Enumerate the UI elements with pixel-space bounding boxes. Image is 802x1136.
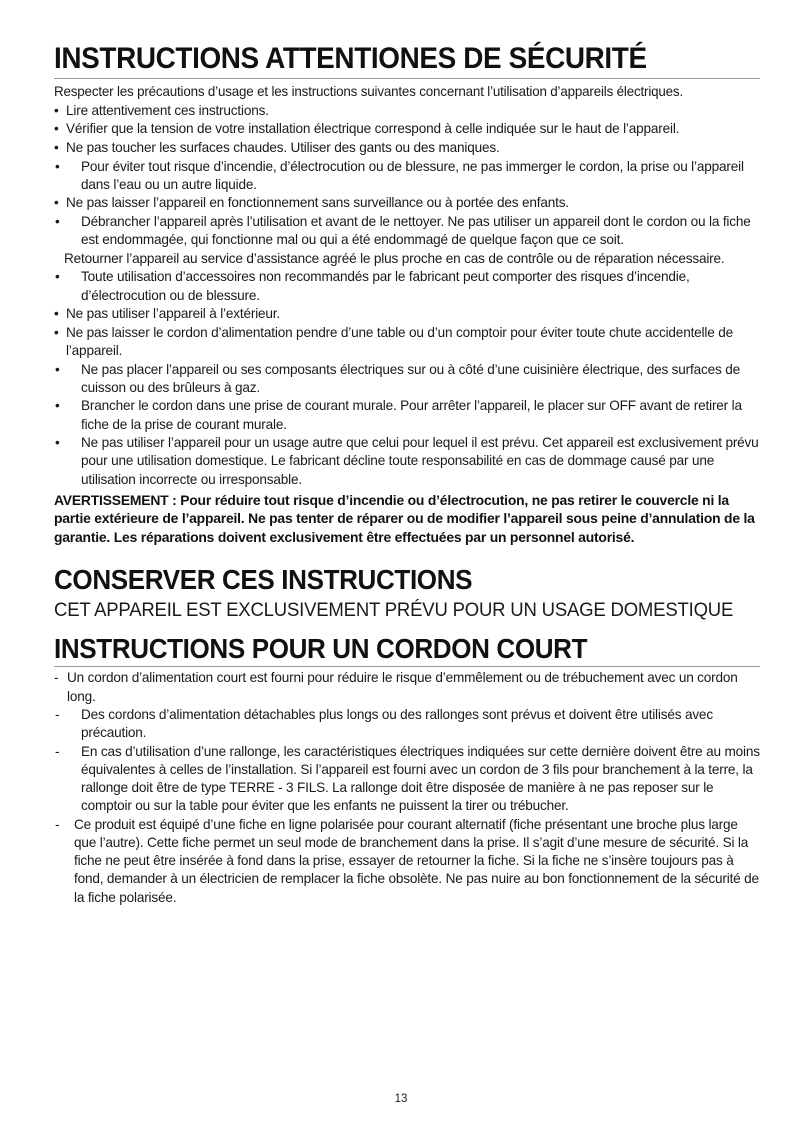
safety-list-item-text: Ne pas laisser le cordon d’alimentation pendre d’une table ou d’un comptoir pour éviter toute chute accidentelle de l’appareil. [66, 324, 733, 359]
safety-list-item-text: Toute utilisation d’accessoires non recommandés par le fabricant peut comporter des risques d’incendie, d’électrocution ou de blessure. [81, 269, 690, 303]
safety-bullet-list [54, 102, 760, 489]
heading-rule-cord [54, 666, 760, 667]
safety-list-item [54, 305, 760, 323]
safety-list-item [54, 139, 760, 157]
bullet-icon: • [54, 324, 59, 340]
safety-list-item-text: Débrancher l’appareil après l’utilisation et avant de le nettoyer. Ne pas utiliser un appareil dont le cordon ou la fiche est endommagée, qui fonctionne mal ou qui a été endommagé de quelque façon que ce soit. [81, 214, 751, 248]
safety-list-item-text: Brancher le cordon dans une prise de courant murale. Pour arrêter l’appareil, le placer sur OFF avant de retirer la fiche de la prise de courant murale. [81, 398, 742, 432]
safety-instructions-heading: INSTRUCTIONS ATTENTIONES DE SÉCURITÉ [54, 42, 647, 75]
conserve-instructions-heading: CONSERVER CES INSTRUCTIONS [54, 564, 473, 596]
bullet-icon: • [55, 269, 60, 285]
cord-list-item [54, 816, 760, 907]
safety-list-item [54, 268, 760, 304]
bullet-icon: • [54, 306, 59, 322]
cord-list-item-text: Ce produit est équipé d’une fiche en ligne polarisée pour courant alternatif (fiche présentant une broche plus large que l’autre). Cette fiche permet un seul mode de branchement dans la prise. Il s’agit d’une mesure de sécurité. Si la fiche ne peut être insérée à fond dans la prise, essayer de retourner la fiche. Si la fiche ne s’insère toujours pas à fond, demander à un électricien de remplacer la fiche obsolète. Ne pas nuire au bon fonctionnement de la sécurité de la fiche polarisée. [74, 817, 759, 905]
bullet-icon: • [54, 139, 59, 155]
safety-list-item-text: Retourner l’appareil au service d’assistance agréé le plus proche en cas de contrôle ou de réparation nécessaire. [64, 250, 725, 266]
heading-rule-safety [54, 78, 760, 79]
section-spacer-1 [54, 546, 760, 566]
safety-list-item-text: Ne pas toucher les surfaces chaudes. Utiliser des gants ou des maniques. [66, 139, 500, 155]
bullet-icon: • [55, 435, 60, 451]
warning-paragraph: AVERTISSEMENT : Pour réduire tout risque d’incendie ou d’électrocution, ne pas retirer le couvercle ni la partie extérieure de l’appareil. Ne pas tenter de réparer ou de modifier l’appareil sous peine d’annulation de la garantie. Les réparations doivent exclusivement être effectuées par un personnel autorisé. [54, 491, 755, 545]
safety-list-item-text: Vérifier que la tension de votre installation électrique correspond à celle indiquée sur le haut de l’appareil. [66, 121, 680, 137]
safety-intro-paragraph: Respecter les précautions d’usage et les instructions suivantes concernant l’utilisation d’appareils électriques. [54, 83, 683, 99]
safety-list-item [54, 324, 760, 360]
safety-list-item [54, 434, 760, 488]
bullet-icon: • [54, 195, 59, 211]
safety-list-item-text: Ne pas utiliser l’appareil à l’extérieur. [66, 306, 281, 322]
cord-list-item [54, 743, 760, 816]
bullet-icon: • [54, 102, 59, 118]
dash-icon: - [55, 817, 60, 833]
cord-dash-list [54, 669, 760, 906]
dash-icon: - [55, 707, 60, 723]
cord-list-item-text: Un cordon d’alimentation court est fourni pour réduire le risque d’emmêlement ou de trébuchement avec un cordon long. [67, 670, 738, 704]
cord-list-item-text: Des cordons d’alimentation détachables plus longs ou des rallonges sont prévus et doivent être utilisés avec précaution. [81, 707, 713, 741]
safety-list-item [54, 194, 760, 212]
cord-list-item [54, 706, 760, 742]
safety-list-item [54, 158, 760, 194]
bullet-icon: • [55, 158, 60, 174]
safety-list-item-text: Ne pas laisser l’appareil en fonctionnement sans surveillance ou à portée des enfants. [66, 195, 569, 211]
safety-list-item [54, 102, 760, 120]
safety-list-item [54, 361, 760, 397]
safety-list-item [54, 250, 760, 268]
cord-list-item [54, 669, 760, 705]
safety-list-item-text: Ne pas placer l’appareil ou ses composants électriques sur ou à côté d’une cuisinière électrique, des surfaces de cuisson ou des brûleurs à gaz. [81, 361, 740, 395]
safety-list-item [54, 120, 760, 138]
bullet-icon: • [55, 398, 60, 414]
conserve-subheading: CET APPAREIL EST EXCLUSIVEMENT PRÉVU POUR UN USAGE DOMESTIQUE [54, 598, 734, 621]
safety-list-item [54, 397, 760, 433]
cord-list-item-text: En cas d’utilisation d’une rallonge, les caractéristiques électriques indiquées sur cette dernière doivent être au moins équivalentes à celles de l’installation. Si l’appareil est fourni avec un cordon de 3 fils pour branchement à la terre, la rallonge doit être de type TERRE - 3 FILS. La rallonge doit être disposée de manière à ne pas reposer sur le comptoir ou sur la table pour éviter que les enfants ne puissent la tirer ou trébucher. [81, 744, 760, 814]
short-cord-instructions-heading: INSTRUCTIONS POUR UN CORDON COURT [54, 632, 588, 664]
bullet-icon: • [55, 214, 60, 230]
dash-icon: - [55, 744, 60, 759]
safety-list-item-text: Pour éviter tout risque d’incendie, d’électrocution ou de blessure, ne pas immerger le cordon, la prise ou l’appareil dans l’eau ou un autre liquide. [81, 158, 744, 192]
bullet-icon: • [54, 121, 59, 137]
page-number: 13 [394, 1093, 408, 1105]
dash-icon: - [54, 670, 59, 686]
safety-list-item-text: Ne pas utiliser l’appareil pour un usage autre que celui pour lequel il est prévu. Cet appareil est exclusivement prévu pour une utilisation domestique. Le fabricant décline toute responsabilité en cas de dommage causé par une utilisation incorrecte ou irresponsable. [81, 435, 759, 487]
bullet-icon: • [55, 361, 60, 377]
safety-list-item-text: Lire attentivement ces instructions. [66, 102, 269, 118]
page-content [54, 44, 760, 907]
safety-list-item [54, 213, 760, 249]
